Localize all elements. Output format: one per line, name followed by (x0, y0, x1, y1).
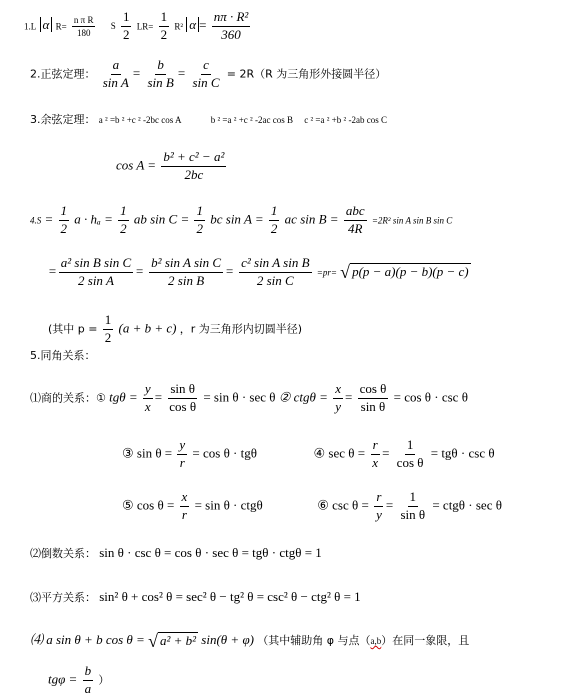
formula-area-2: = $\frac{\text{a² sin B sin C}}{\text{2 sin A}}$ = $\frac{\text{b² sin A sin C}}{\text{2 sin B}}$ = $\frac{\text{c² sin A sin B}}{\text{2 sin C}}$ =pr= √ p(p − a)(p − b)(p − c) (48, 255, 469, 288)
fraction: $\frac{\text{n π R}}{180}$ (73, 14, 94, 38)
square-relation: ⑶平方关系： sin² θ + cos² θ = sec² θ − tg² θ = csc² θ − ctg² θ = 1 (30, 589, 361, 604)
section-5-title: 5.同角关系： (30, 349, 96, 362)
formula-cos-a: cos A = $\frac{\text{b² + c² − a²}}{2bc}$ (116, 149, 225, 182)
alpha: α (40, 17, 53, 32)
label: 1.L (24, 21, 37, 32)
quotient-relation: ⑴商的关系：① tgθ = $\frac{y}{x}$ = $\frac{\text{sin θ}}{\text{cos θ}}$ = sin θ · sec θ ② ctgθ = $\frac{x}{y}$ = $\frac{\text{cos θ}}{\text{sin θ}}$ = cos θ · csc θ (30, 381, 468, 414)
auxiliary-angle: ⑷ a sin θ + b cos θ = √ a² + b² sin(θ + φ) （其中辅助角 φ 与点（a,b）在同一象限，且 (30, 631, 470, 651)
formula-cosine-law: 3.余弦定理： a ² =b ² +c ² -2bc cos A b ² =a ² +c ² -2ac cos B c ² =a ² +b ² -2ab cos C (30, 113, 387, 126)
formula-arc-length: 1.L α R= $\frac{\text{n π R}}{180}$ S $\frac{1}{2}$ LR= $\frac{1}{2}$ R² α = $\frac{\text{nπ · R²}}{360}$ (24, 9, 249, 42)
quotient-relation-3: ⑤ cos θ = $\frac{x}{r}$ = sin θ · ctgθ ⑥ csc θ = $\frac{r}{y}$ = $\frac{1}{\text{sin θ}}$ = ctgθ · sec θ (122, 489, 502, 522)
formula-sine-law: 2.正弦定理： $\frac{a}{\text{sin A}}$ = $\frac{b}{\text{sin B}}$ = $\frac{c}{\text{sin C}}$ = 2R（R 为三角形外接圆半径） (30, 57, 387, 90)
tg-phi: tgφ = $\frac{b}{a}$ ） (48, 663, 110, 696)
quotient-relation-2: ③ sin θ = $\frac{y}{r}$ = cos θ · tgθ ④ sec θ = $\frac{r}{x}$ = $\frac{1}{\text{cos θ}}$ = tgθ · csc θ (122, 437, 495, 470)
reciprocal-relation: ⑵倒数关系： sin θ · csc θ = cos θ · sec θ = tgθ · ctgθ = 1 (30, 545, 322, 560)
formula-area-note: (其中 p = $\frac{1}{2}$ (a + b + c) ，r 为三角形内切圆半径) (48, 312, 303, 345)
formula-area: 4.S = $\frac{1}{2}$ a · hₐ = $\frac{1}{2}$ ab sin C = $\frac{1}{2}$ bc sin A = $\frac{1}{2}$ ac sin B = $\frac{\text{abc}}{4R}$ =2R² sin A sin B sin C (30, 203, 453, 236)
